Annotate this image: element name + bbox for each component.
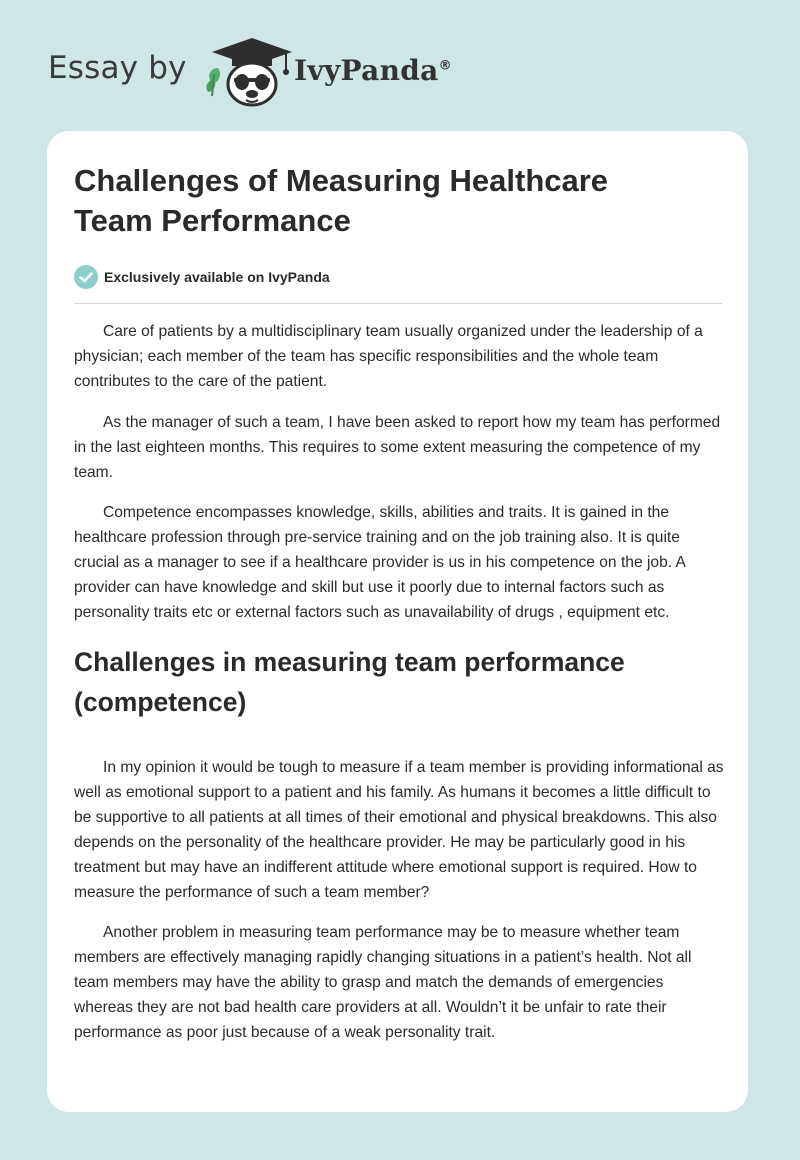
brand-name-text: IvyPanda [294,54,439,87]
exclusive-label: Exclusively available on IvyPanda [104,269,330,285]
essay-by-label: Essay by [48,50,187,86]
essay-card [47,131,748,1112]
essay-body [74,320,726,1062]
check-circle-icon [74,265,98,289]
title-divider [74,303,722,304]
essay-title: Challenges of Measuring Healthcare Team Performance [74,163,609,238]
registered-mark: ® [438,58,452,74]
panda-logo-icon [202,34,294,110]
paragraph: Another problem in measuring team performance may be to measure whether team members are effectively managing rapidly changing situations in a patient’s health. Not all team members may have the ability to grasp and match the demands of emergencies whereas they are not bad health care providers at all. Wouldn’t it be unfair to rate their performance as poor just because of a weak personality trait. [74,924,692,1042]
ivypanda-wordmark [294,54,452,87]
section-heading: Challenges in measuring team performance (competence) [74,646,625,717]
paragraph: As the manager of such a team, I have been asked to report how my team has performed in the last eighteen months. This requires to some extent measuring the competence of my team. [74,413,721,481]
paragraph: Care of patients by a multidisciplinary team usually organized under the leadership of a physician; each member of the team has specific responsibilities and the whole team contributes to the care of the patient. [74,323,703,390]
paragraph: Competence encompasses knowledge, skills, abilities and traits. It is gained in the healthcare profession through pre-service training and on the job training also. It is quite crucial as a manager to see if a healthcare provider is us in his competence on the job. A provider can have knowledge and skill but use it poorly due to internal factors such as personality traits etc or external factors such as unavailability of drugs , equipment etc. [74,504,686,622]
site-brand[interactable] [48,34,508,110]
paragraph: In my opinion it would be tough to measure if a team member is providing informational as well as emotional support to a patient and his family. As humans it becomes a little difficult to be supportive to all patients at all times of their emotional and physical breakdowns. This also depends on the personality of the healthcare provider. He may be particularly good in his treatment but may have an indifferent attitude where emotional support is required. How to measure the performance of such a team member? [74,758,724,901]
